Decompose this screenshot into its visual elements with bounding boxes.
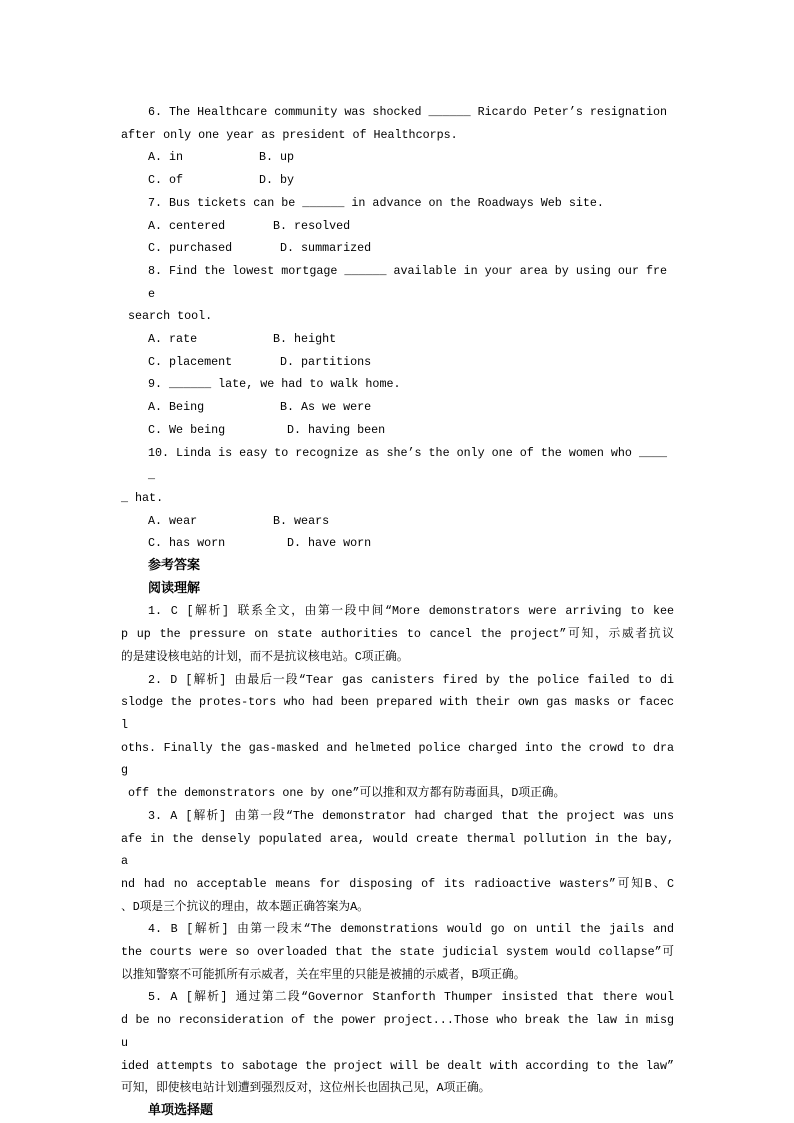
answer-2-line: off the demonstrators one by one”可以推和双方都有防毒面具，D项正确。 bbox=[121, 786, 566, 801]
option-d: D. have worn bbox=[287, 536, 372, 551]
question-6-options-row1 bbox=[121, 146, 674, 169]
question-10-options-row2 bbox=[121, 532, 674, 555]
option-a: A. rate bbox=[148, 332, 198, 347]
answer-4-line: 以推知警察不可能抓所有示威者，关在牢里的只能是被捕的示威者，B项正确。 bbox=[121, 967, 526, 982]
question-7-options-row1 bbox=[121, 215, 674, 238]
answer-2-line: 2. D [解析] 由最后一段“Tear gas canisters fired by the police failed to di bbox=[148, 672, 674, 687]
question-9-options-row2 bbox=[121, 419, 674, 442]
option-a: A. wear bbox=[148, 513, 198, 528]
option-c: C. We being bbox=[148, 422, 226, 437]
answer-4-line: 4. B [解析] 由第一段末“The demonstrations would go on until the jails and bbox=[148, 922, 674, 937]
question-6-stem: 6. The Healthcare community was shocked ______ Ricardo Peter’s resignation bbox=[148, 105, 668, 119]
option-a: A. in bbox=[148, 150, 184, 165]
answer-5-line: d be no reconsideration of the power project...Those who break the law in misgu bbox=[121, 1013, 674, 1050]
option-b: B. wears bbox=[273, 513, 330, 528]
option-d: D. partitions bbox=[280, 354, 372, 369]
answer-1-line: p up the pressure on state authorities to cancel the project”可知，示威者抗议 bbox=[121, 627, 674, 642]
option-c: C. placement bbox=[148, 354, 233, 369]
answer-3-line: nd had no acceptable means for disposing of its radioactive wasters”可知B、C bbox=[121, 876, 674, 891]
answer-2-line: slodge the protes-tors who had been prepared with their own gas masks or facecl bbox=[121, 695, 674, 732]
question-7-options-row2 bbox=[121, 237, 674, 260]
answer-3-line: 、D项是三个抗议的理由，故本题正确答案为A。 bbox=[121, 899, 369, 914]
option-b: B. up bbox=[259, 150, 295, 165]
question-10-options-row1 bbox=[121, 510, 674, 533]
option-c: C. purchased bbox=[148, 241, 233, 256]
reading-heading: 阅读理解 bbox=[148, 580, 201, 596]
option-b: B. As we were bbox=[280, 400, 372, 415]
single-choice-heading: 单项选择题 bbox=[148, 1102, 214, 1118]
question-10-stem-cont: _ hat. bbox=[121, 490, 164, 505]
question-10-stem: 10. Linda is easy to recognize as she’s the only one of the women who _____ bbox=[148, 445, 668, 483]
question-9-options-row1 bbox=[121, 396, 674, 419]
question-8-stem: 8. Find the lowest mortgage ______ available in your area by using our free bbox=[148, 263, 668, 301]
answer-3-line: afe in the densely populated area, would create thermal pollution in the bay, a bbox=[121, 831, 674, 869]
answer-1-line: 1. C [解析] 联系全文，由第一段中间“More demonstrators were arriving to kee bbox=[148, 604, 674, 619]
answers-heading: 参考答案 bbox=[148, 558, 201, 574]
option-a: A. Being bbox=[148, 400, 205, 415]
question-9-stem: 9. ______ late, we had to walk home. bbox=[148, 377, 401, 392]
option-d: D. having been bbox=[287, 422, 386, 437]
option-c: C. has worn bbox=[148, 536, 226, 551]
question-8-options-row1 bbox=[121, 328, 674, 351]
answer-3-line: 3. A [解析] 由第一段“The demonstrator had charged that the project was uns bbox=[148, 808, 674, 823]
question-8-options-row2 bbox=[121, 351, 674, 374]
answer-5-line: ided attempts to sabotage the project will be dealt with according to the law” bbox=[121, 1058, 674, 1073]
option-c: C. of bbox=[148, 173, 184, 188]
question-6-options-row2 bbox=[121, 169, 674, 192]
answer-2-line: oths. Finally the gas-masked and helmeted police charged into the crowd to drag bbox=[121, 740, 674, 778]
option-d: D. summarized bbox=[280, 241, 372, 256]
option-b: B. resolved bbox=[273, 218, 351, 233]
option-d: D. by bbox=[259, 173, 295, 188]
answer-1-line: 的是建设核电站的计划，而不是抗议核电站。C项正确。 bbox=[121, 649, 409, 664]
question-6-stem-cont: after only one year as president of Healthcorps. bbox=[121, 127, 458, 142]
answer-5-line: 可知，即使核电站计划遭到强烈反对，这位州长也固执己见，A项正确。 bbox=[121, 1081, 491, 1096]
answer-4-line: the courts were so overloaded that the state judicial system would collapse”可 bbox=[121, 945, 674, 960]
answer-5-line: 5. A [解析] 通过第二段“Governor Stanforth Thumper insisted that there woul bbox=[148, 990, 674, 1005]
option-b: B. height bbox=[273, 332, 337, 347]
question-8-stem-cont: search tool. bbox=[121, 309, 213, 324]
option-a: A. centered bbox=[148, 218, 226, 233]
question-7-stem: 7. Bus tickets can be ______ in advance on the Roadways Web site. bbox=[148, 195, 604, 210]
